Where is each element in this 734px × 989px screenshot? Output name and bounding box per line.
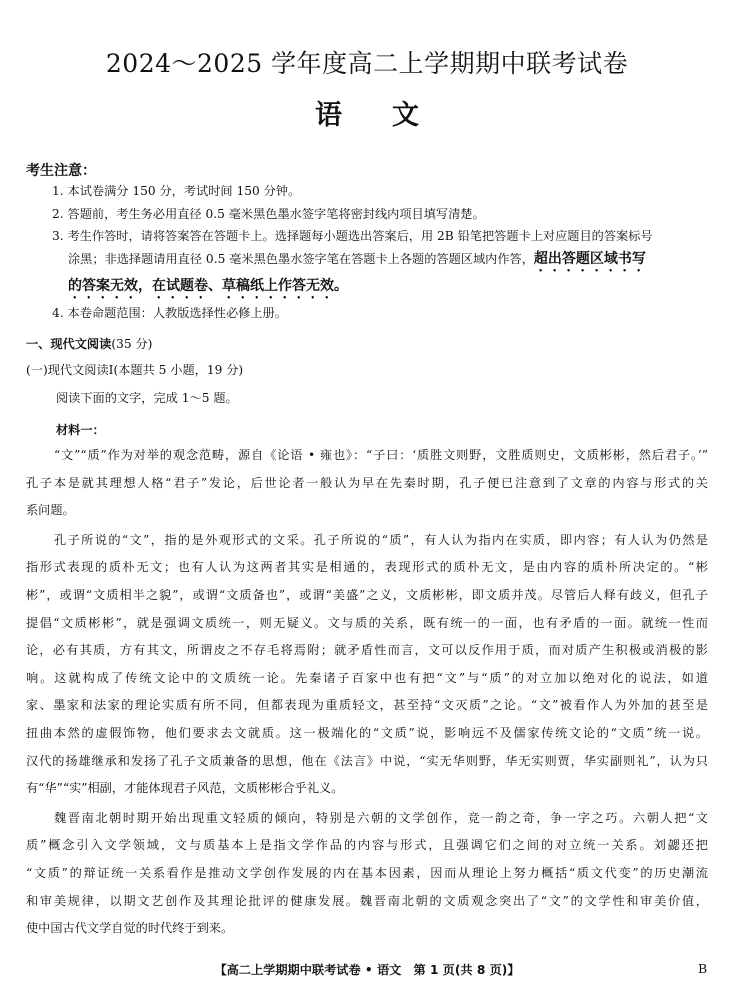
body-line: 系问题。 — [26, 503, 75, 518]
notice-item-3-continuation-2 — [52, 275, 712, 302]
notice-heading: 考生注意： — [26, 163, 96, 179]
body-line: 孔子本是就其理想人格“君子”发论，后世论者一般认为早在先秦时期，孔子便已注意到了文章的内容与形式的关 — [26, 475, 708, 490]
body-line: 汉代的扬雄继承和发扬了孔子文质兼备的思想，他在《法言》中说，“实无华则野，华无实则贾，华实副则礼”，认为只 — [26, 753, 708, 768]
body-line: 彬”，或谓“文质相半之貌”，或谓“文质备也”，或谓“美盛”之义，文质彬彬，即文质并茂。尽管后人释有歧义，但孔子 — [26, 587, 708, 602]
body-line: 响。这就构成了传统文论中的文质统一论。先秦诸子百家中也有把“文”与“质”的对立加以绝对化的说法，如道 — [26, 670, 708, 685]
body-line: 魏晋南北朝时期开始出现重文轻质的倾向，特别是六朝的文学创作，竞一韵之奇，争一字之巧。六朝人把“文 — [54, 810, 708, 825]
notice-item-3 — [52, 225, 712, 302]
notice-item-1: 1. 本试卷满分 150 分，考试时间 150 分钟。 — [52, 184, 301, 198]
section-heading-points: (35 分) — [111, 337, 153, 351]
footer-text: 【高二上学期期中联考试卷 • 语文 第 1 页(共 8 页)】 — [214, 963, 520, 977]
exam-title: 2024～2025 学年度高二上学期期中联考试卷 — [105, 49, 629, 78]
notice-item-4: 4. 本卷命题范围：人教版选择性必修上册。 — [52, 305, 287, 320]
body-line: “文”“质”作为对举的观念范畴，源自《论语 • 雍也》：“子曰：‘质胜文则野，文胜质则史，文质彬彬，然后君子。’” — [54, 448, 708, 462]
page-footer — [0, 961, 734, 978]
body-line: “文质”的辩证统一关系看作是推动文学创作发展的内在基本因素，因而从理论上努力概括“质文代变”的历史潮流 — [26, 865, 708, 880]
notice-item-3-continuation — [52, 248, 712, 275]
body-line: 使中国古代文学自觉的时代终于到来。 — [26, 921, 234, 936]
body-line: 指形式表现的质朴无文；也有人认为这两者其实是相通的，表现形式的质朴无文，是由内容的质朴所决定的。“彬 — [26, 560, 708, 575]
material-body — [26, 442, 708, 943]
body-line: 论，必有其质，方有其文，所谓皮之不存毛将焉附；就矛盾性而言，文可以反作用于质，而对质产生积极或消极的影 — [26, 643, 708, 658]
subject-title: 语文 — [315, 100, 469, 131]
notice-item-3-cont-text: 涂黑；非选择题请用直径 0.5 毫米黑色墨水签字笔在答题卡上各题的答题区域内作答， — [68, 251, 534, 266]
section-heading — [26, 335, 152, 352]
body-line: 有“华”“实”相副，才能体现君子风范，文质彬彬合乎礼义。 — [26, 781, 344, 796]
notice-emphasis-1: 超出答题区域书写 — [533, 250, 646, 267]
section-heading-title: 一、现代文阅读 — [26, 337, 112, 351]
body-line: 提倡“文质彬彬”，就是强调文质统一，则无疑义。文与质的关系，既有统一的一面，也有矛盾的一面。就统一性而 — [26, 615, 708, 630]
body-line: 和审美规律，以期文艺创作及其理论批评的健康发展。魏晋南北朝的文质观念突出了“文”的文学性和审美价值， — [26, 893, 708, 908]
body-line: 扭曲本然的虚假饰物，他们要求去文就质。这一极端化的“文质”说，影响远不及儒家传统文论的“文质”统一说。 — [26, 725, 708, 740]
notice-item-3-text: 3. 考生作答时，请将答案答在答题卡上。选择题每小题选出答案后，用 2B 铅笔把答题卡上对应题目的答案标号 — [52, 229, 653, 243]
body-line: 孔子所说的“文”，指的是外观形式的文采。孔子所说的“质”，有人认为指内在实质，即内容；有人认为仍然是 — [54, 532, 708, 547]
material-label: 材料一： — [56, 423, 105, 437]
subsection-heading: (一)现代文阅读Ⅰ(本题共 5 小题，19 分) — [26, 363, 244, 377]
reading-instruction: 阅读下面的文字，完成 1～5 题。 — [56, 391, 238, 405]
body-line: 质”概念引入文学领域，文与质基本上是指文学作品的内容与形式，且强调它们之间的对立统一关系。刘勰还把 — [26, 838, 708, 853]
notice-list — [52, 180, 712, 324]
version-label: B — [698, 961, 708, 976]
notice-emphasis-2: 的答案无效，在试题卷、草稿纸上作答无效。 — [68, 277, 348, 294]
body-line: 家、墨家和法家的理论实质有所不同，但都表现为重质轻文，甚至持“文灭质”之论。“文”被看作人为外加的甚至是 — [26, 698, 708, 713]
notice-item-2: 2. 答题前，考生务必用直径 0.5 毫米黑色墨水签字笔将密封线内项目填写清楚。 — [52, 206, 485, 221]
